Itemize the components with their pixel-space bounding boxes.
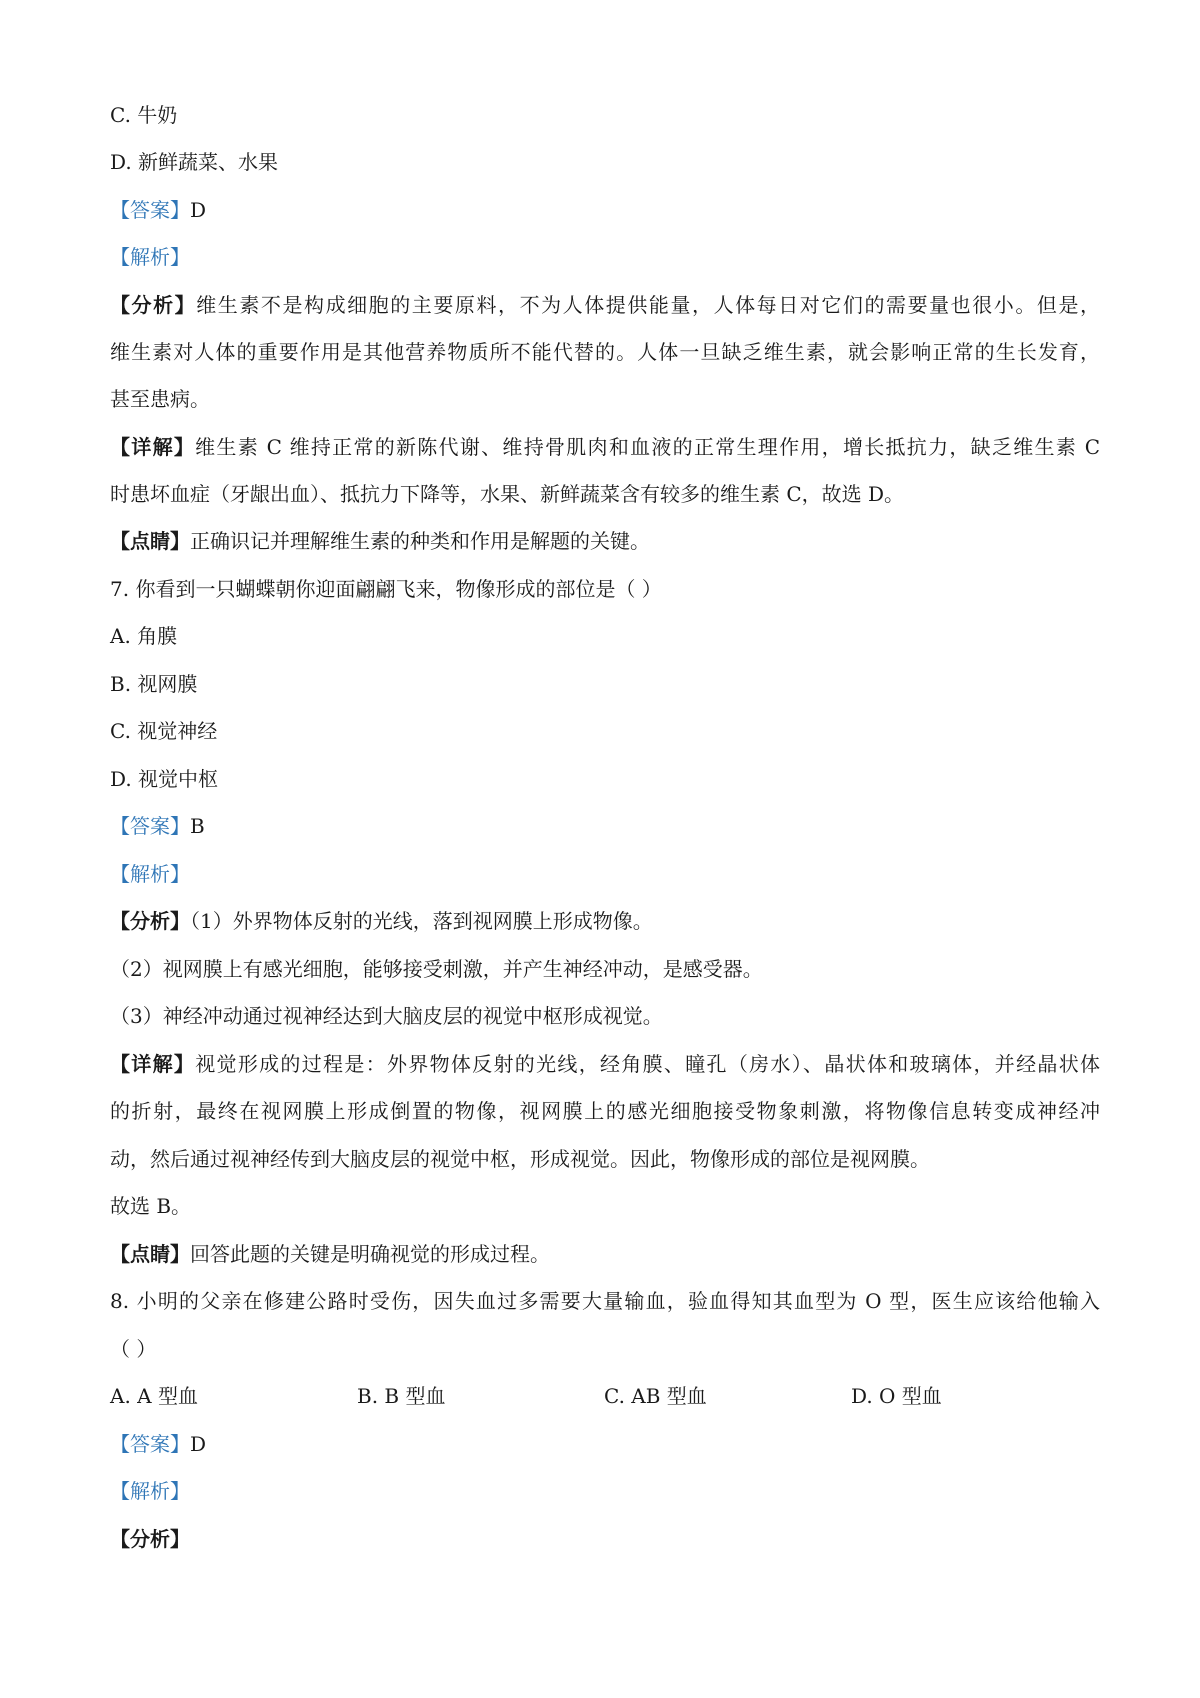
q8-stem-line-1: 8. 小明的父亲在修建公路时受伤，因失血过多需要大量输血，验血得知其血型为 O 型，医生应该给他输入 <box>110 1289 1100 1313</box>
q7-fenxi-line-3: （3）神经冲动通过视神经达到大脑皮层的视觉中枢形成视觉。 <box>110 1004 663 1028</box>
dianjing-label: 【点睛】 <box>110 1242 190 1266</box>
q7-fenxi-line-1: 【分析】（1）外界物体反射的光线，落到视网膜上形成物像。 <box>110 909 653 933</box>
q8-answer <box>110 1430 1100 1458</box>
q6-answer <box>110 196 1100 224</box>
q6-fenxi-line-2: 维生素对人体的重要作用是其他营养物质所不能代替的。人体一旦缺乏维生素，就会影响正常的生长发育， <box>110 340 1100 364</box>
q6-option-c: C. 牛奶 <box>110 103 178 127</box>
q7-answer <box>110 812 1100 840</box>
q6-xiangjie-line-1: 【详解】维生素 C 维持正常的新陈代谢、维持骨肌肉和血液的正常生理作用，增长抵抗力，缺乏维生素 C <box>110 435 1100 459</box>
answer-value: D <box>190 198 207 222</box>
fenxi-label: 【分析】 <box>110 909 190 933</box>
q8-option-c: C. AB 型血 <box>604 1384 707 1408</box>
q7-xiangjie-line-4: 故选 B。 <box>110 1194 192 1218</box>
answer-value: D <box>190 1432 207 1456</box>
q6-xiangjie-line-2: 时患坏血症（牙龈出血）、抵抗力下降等，水果、新鲜蔬菜含有较多的维生素 C，故选 D。 <box>110 482 905 506</box>
q6-dianjing: 【点睛】正确识记并理解维生素的种类和作用是解题的关键。 <box>110 529 650 553</box>
q8-option-d: D. O 型血 <box>851 1384 942 1408</box>
fenxi-label: 【分析】 <box>110 293 197 317</box>
q8-fenxi-label: 【分析】 <box>110 1527 190 1551</box>
q6-option-d: D. 新鲜蔬菜、水果 <box>110 150 279 174</box>
answer-label: 【答案】 <box>110 198 190 222</box>
q7-option-a: A. 角膜 <box>110 624 178 648</box>
answer-label: 【答案】 <box>110 1432 190 1456</box>
q6-fenxi-line-3: 甚至患病。 <box>110 387 210 411</box>
q7-xiangjie-line-2: 的折射，最终在视网膜上形成倒置的物像，视网膜上的感光细胞接受物象刺激，将物像信息转变成神经冲 <box>110 1099 1100 1123</box>
q7-option-c: C. 视觉神经 <box>110 719 218 743</box>
q7-xiangjie-line-3: 动，然后通过视神经传到大脑皮层的视觉中枢，形成视觉。因此，物像形成的部位是视网膜。 <box>110 1147 930 1171</box>
answer-value: B <box>190 814 205 838</box>
q8-stem-line-2: （ ） <box>110 1337 157 1361</box>
xiangjie-label: 【详解】 <box>110 1052 196 1076</box>
q7-xiangjie-line-1: 【详解】视觉形成的过程是：外界物体反射的光线，经角膜、瞳孔（房水）、晶状体和玻璃体，并经晶状体 <box>110 1052 1101 1076</box>
q7-option-d: D. 视觉中枢 <box>110 767 219 791</box>
answer-label: 【答案】 <box>110 814 190 838</box>
q7-stem: 7. 你看到一只蝴蝶朝你迎面翩翩飞来，物像形成的部位是（ ） <box>110 577 662 601</box>
dianjing-label: 【点睛】 <box>110 529 190 553</box>
q6-jiexi-label: 【解析】 <box>110 245 190 269</box>
q7-jiexi-label: 【解析】 <box>110 862 190 886</box>
q7-option-b: B. 视网膜 <box>110 672 198 696</box>
q8-option-b: B. B 型血 <box>357 1384 446 1408</box>
q6-fenxi-line-1: 【分析】维生素不是构成细胞的主要原料，不为人体提供能量，人体每日对它们的需要量也很小。但是， <box>110 293 1101 317</box>
q7-fenxi-line-2: （2）视网膜上有感光细胞，能够接受刺激，并产生神经冲动，是感受器。 <box>110 957 763 981</box>
q8-jiexi-label: 【解析】 <box>110 1479 190 1503</box>
xiangjie-label: 【详解】 <box>110 435 196 459</box>
q7-dianjing: 【点睛】回答此题的关键是明确视觉的形成过程。 <box>110 1242 550 1266</box>
q8-option-a: A. A 型血 <box>110 1384 198 1408</box>
